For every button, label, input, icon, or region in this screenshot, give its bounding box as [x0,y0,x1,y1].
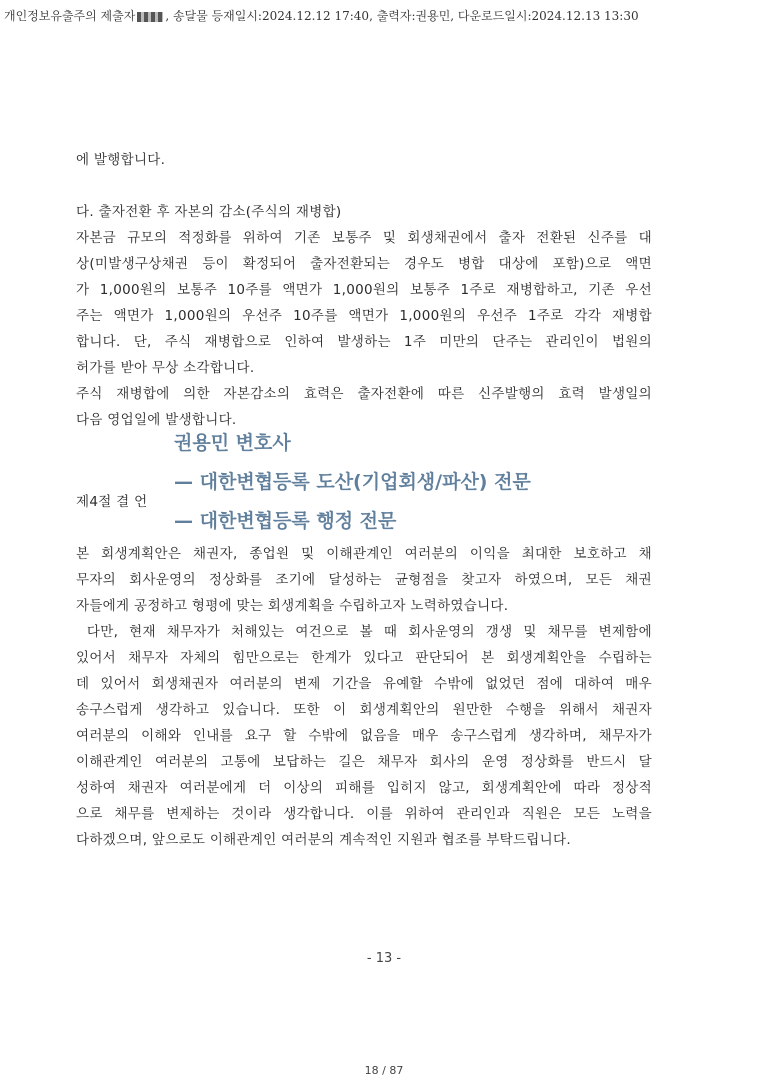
header-suffix: , 송달물 등재일시:2024.12.12 17:40, 출력자:권용민, 다운로드일시:2024.12.13 13:30 [165,9,639,23]
capital-reduction-line: 다음 영업일에 발생합니다. [76,412,237,428]
specialty-overlay-1: — 대한변협등록 도산(기업회생/파산) 전문 [174,471,531,493]
share-reconsolidation-line: 상(미발생구상채권 등이 확정되어 출자전환되는 경우도 병합 대상에 포함)으로 액면 [76,256,652,272]
share-reconsolidation-line: 합니다. 단, 주식 재병합으로 인하여 발생하는 1주 미만의 단주는 관리인이 법원의 [76,334,652,350]
conclusion-line: 데 있어서 회생채권자 여러분의 변제 기간을 유예할 수밖에 없었던 점에 대하여 매우 [76,676,652,692]
continuation-line: 에 발행합니다. [76,152,166,168]
conclusion-line: 다만, 현재 채무자가 처해있는 여건으로 볼 때 회사운영의 갱생 및 채무를 변제함에 [76,624,652,640]
conclusion-line: 무자의 회사운영의 정상화를 조기에 달성하는 균형점을 찾고자 하였으며, 모든 채권 [76,572,652,588]
share-reconsolidation-line: 자본금 규모의 적정화를 위하여 기존 보통주 및 회생채권에서 출자 전환된 신주를 대 [76,230,652,246]
section-da-title: 다. 출자전환 후 자본의 감소(주식의 재병합) [76,204,342,220]
redacted-mark [137,12,163,22]
capital-reduction-line: 주식 재병합에 의한 자본감소의 효력은 출자전환에 따른 신주발행의 효력 발생일의 [76,386,652,402]
conclusion-line: 이해관계인 여러분의 고통에 보답하는 길은 채무자 회사의 운영 정상화를 반드시 달 [76,754,652,770]
header-prefix: 개인정보유출주의 제출자 [4,9,136,23]
share-reconsolidation-line: 가 1,000원의 보통주 10주를 액면가 1,000원의 보통주 1주로 재병합하고, 기존 우선 [76,282,652,298]
chapter-title: 제4절 결 언 [76,494,148,510]
share-reconsolidation-line: 주는 액면가 1,000원의 우선주 10주를 액면가 1,000원의 우선주 1주로 각각 재병합 [76,308,652,324]
conclusion-line: 있어서 채무자 자체의 힘만으로는 한계가 있다고 판단되어 본 회생계획안을 수립하는 [76,650,652,666]
document-header [4,7,764,24]
lawyer-name-overlay: 권용민 변호사 [174,432,291,454]
conclusion-line: 다하겠으며, 앞으로도 이해관계인 여러분의 계속적인 지원과 협조를 부탁드립니다. [76,832,571,848]
page-number: - 13 - [366,951,402,966]
conclusion-line: 여러분의 이해와 인내를 요구 할 수밖에 없음을 매우 송구스럽게 생각하며, 채무자가 [76,728,652,744]
page-counter: 18 / 87 [364,1064,404,1077]
conclusion-line: 본 회생계획안은 채권자, 종업원 및 이해관계인 여러분의 이익을 최대한 보호하고 채 [76,546,652,562]
conclusion-line: 송구스럽게 생각하고 있습니다. 또한 이 회생계획안의 원만한 수행을 위해서 채권자 [76,702,652,718]
share-reconsolidation-line: 허가를 받아 무상 소각합니다. [76,360,255,376]
conclusion-line: 성하여 채권자 여러분에게 더 이상의 피해를 입히지 않고, 회생계획안에 따라 정상적 [76,780,652,796]
conclusion-line: 으로 채무를 변제하는 것이라 생각합니다. 이를 위하여 관리인과 직원은 모든 노력을 [76,806,652,822]
conclusion-line: 자들에게 공정하고 형평에 맞는 회생계획을 수립하고자 노력하였습니다. [76,598,509,614]
specialty-overlay-2: — 대한변협등록 행정 전문 [174,510,397,532]
